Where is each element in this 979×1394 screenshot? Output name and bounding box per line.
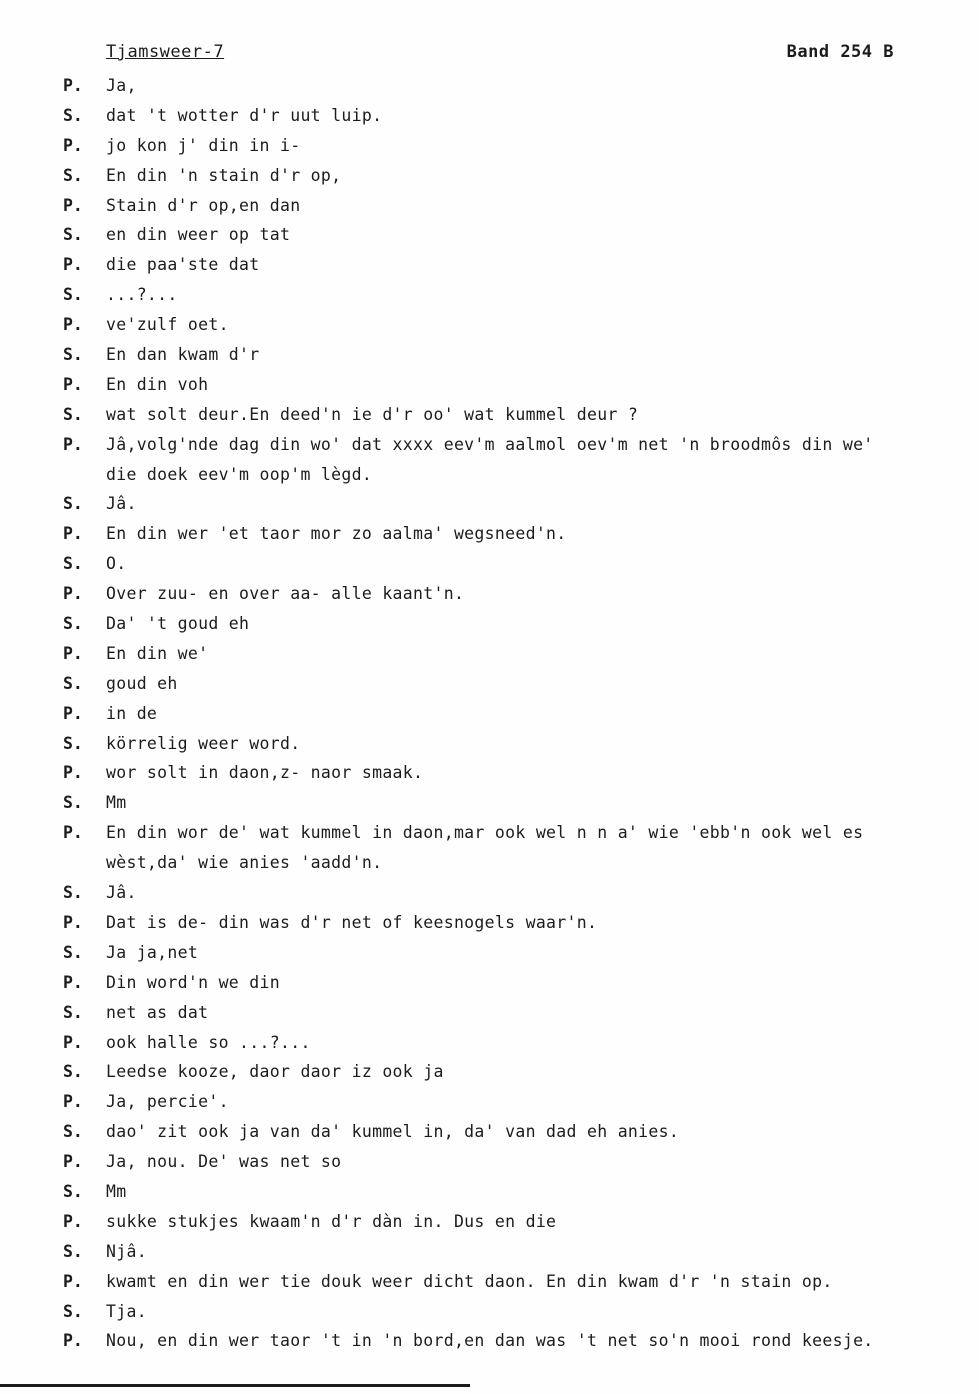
line-text: Jâ.: [106, 883, 137, 903]
line-text: goud eh: [106, 673, 178, 693]
line-text: körrelig weer word.: [106, 733, 301, 753]
speaker-label: P.: [63, 374, 83, 394]
speaker-label: P.: [63, 434, 83, 454]
transcript-line: [0, 788, 979, 818]
line-text: Mm: [106, 793, 127, 813]
line-text: Ja, nou. De' was net so: [106, 1152, 342, 1172]
transcript-line: [0, 430, 979, 460]
line-text: Over zuu- en over aa- alle kaant'n.: [106, 584, 465, 604]
speaker-label: P.: [63, 135, 83, 155]
bottom-rule: [0, 1384, 470, 1387]
speaker-label: S.: [63, 1301, 83, 1321]
speaker-label: P.: [63, 524, 83, 544]
transcript-line: [0, 968, 979, 998]
line-text: En din voh: [106, 374, 209, 394]
band-label: Band 254 B: [786, 42, 894, 62]
transcript-line: [0, 1326, 979, 1356]
transcript-line: [0, 669, 979, 699]
line-text: Din word'n we din: [106, 972, 280, 992]
speaker-label: S.: [63, 883, 83, 903]
transcript-line: [0, 549, 979, 579]
transcript-line: [0, 639, 979, 669]
line-text: O.: [106, 554, 127, 574]
speaker-label: P.: [63, 76, 83, 95]
transcript-line: [0, 370, 979, 400]
line-text: Jâ.: [106, 494, 137, 514]
line-text: in de: [106, 703, 158, 723]
transcript-line: [0, 519, 979, 549]
transcript-line: [0, 848, 979, 878]
speaker-label: S.: [63, 733, 83, 753]
line-text: Leedse kooze, daor daor iz ook ja: [106, 1062, 444, 1082]
transcript-line: [0, 758, 979, 788]
line-text: dao' zit ook ja van da' kummel in, da' van dad eh anies.: [106, 1122, 680, 1142]
line-text: En din wer 'et taor mor zo aalma' wegsneed'n.: [106, 524, 567, 544]
line-text: Jâ,volg'nde dag din wo' dat xxxx eev'm aalmol oev'm net 'n broodmôs din we': [106, 434, 874, 454]
speaker-label: S.: [63, 105, 83, 125]
transcript-line: [0, 161, 979, 191]
speaker-label: S.: [63, 285, 83, 305]
transcript-line: [0, 1177, 979, 1207]
speaker-label: P.: [63, 195, 83, 215]
document-title: Tjamsweer-7: [106, 42, 225, 62]
speaker-label: S.: [63, 1241, 83, 1261]
line-text: En din 'n stain d'r op,: [106, 165, 342, 185]
transcript-line: [0, 101, 979, 131]
transcript-line: [0, 191, 979, 221]
transcript-line: [0, 131, 979, 161]
speaker-label: S.: [63, 1122, 83, 1142]
transcript-line: [0, 1028, 979, 1058]
speaker-label: S.: [63, 225, 83, 245]
speaker-label: P.: [63, 255, 83, 275]
speaker-label: P.: [63, 823, 83, 843]
transcript-line: [0, 1237, 979, 1267]
transcript-line: [0, 699, 979, 729]
speaker-label: S.: [63, 345, 83, 365]
line-text: dat 't wotter d'r uut luip.: [106, 105, 383, 125]
line-text: wat solt deur.En deed'n ie d'r oo' wat kummel deur ?: [106, 404, 639, 424]
line-text: kwamt en din wer tie douk weer dicht daon. En din kwam d'r 'n stain op.: [106, 1271, 833, 1291]
line-text: En din wor de' wat kummel in daon,mar ook wel n n a' wie 'ebb'n ook wel es: [106, 823, 864, 843]
speaker-label: P.: [63, 1152, 83, 1172]
line-text: ...?...: [106, 285, 178, 305]
transcript-line: [0, 908, 979, 938]
transcript-line: [0, 460, 979, 490]
speaker-label: P.: [63, 584, 83, 604]
speaker-label: S.: [63, 942, 83, 962]
transcript-line: [0, 489, 979, 519]
transcript-line: [0, 1297, 979, 1327]
transcript-line: [0, 250, 979, 280]
transcript-line: [0, 878, 979, 908]
transcript-line: [0, 1087, 979, 1117]
line-text: Tja.: [106, 1301, 147, 1321]
speaker-label: P.: [63, 1032, 83, 1052]
line-text: Ja ja,net: [106, 942, 199, 962]
speaker-label: S.: [63, 1002, 83, 1022]
line-text: ve'zulf oet.: [106, 315, 229, 335]
speaker-label: P.: [63, 1092, 83, 1112]
transcript-line: [0, 818, 979, 848]
line-text: ook halle so ...?...: [106, 1032, 311, 1052]
transcript-line: [0, 310, 979, 340]
speaker-label: S.: [63, 1181, 83, 1201]
line-text: wor solt in daon,z- naor smaak.: [106, 763, 424, 783]
transcript-line: [0, 729, 979, 759]
speaker-label: P.: [63, 912, 83, 932]
speaker-label: P.: [63, 643, 83, 663]
speaker-label: S.: [63, 793, 83, 813]
line-text: net as dat: [106, 1002, 209, 1022]
speaker-label: P.: [63, 763, 83, 783]
speaker-label: S.: [63, 165, 83, 185]
speaker-label: S.: [63, 494, 83, 514]
transcript-line: [0, 1147, 979, 1177]
transcript-line: [0, 220, 979, 250]
transcript-line: [0, 400, 979, 430]
line-text: sukke stukjes kwaam'n d'r dàn in. Dus en die: [106, 1211, 557, 1231]
speaker-label: P.: [63, 1331, 83, 1351]
transcript-line: [0, 579, 979, 609]
transcript-line: [0, 1207, 979, 1237]
line-text: Ja, percie'.: [106, 1092, 229, 1112]
line-text: Ja,: [106, 76, 137, 95]
line-text: Nou, en din wer taor 't in 'n bord,en dan was 't net so'n mooi rond keesje.: [106, 1331, 874, 1351]
line-text: die doek eev'm oop'm lègd.: [106, 464, 373, 484]
transcript-line: [0, 1267, 979, 1297]
line-text: Njâ.: [106, 1241, 147, 1261]
transcript-line: [0, 1057, 979, 1087]
speaker-label: S.: [63, 554, 83, 574]
speaker-label: S.: [63, 614, 83, 634]
speaker-label: P.: [63, 1271, 83, 1291]
line-text: Stain d'r op,en dan: [106, 195, 301, 215]
transcript-line: [0, 340, 979, 370]
transcript-line: [0, 1117, 979, 1147]
speaker-label: S.: [63, 673, 83, 693]
line-text: Mm: [106, 1181, 127, 1201]
transcript-line: [0, 280, 979, 310]
line-text: Da' 't goud eh: [106, 614, 250, 634]
speaker-label: S.: [63, 404, 83, 424]
line-text: die paa'ste dat: [106, 255, 260, 275]
speaker-label: P.: [63, 1211, 83, 1231]
transcript-line: [0, 71, 979, 101]
transcript-lines: [0, 71, 979, 1356]
speaker-label: P.: [63, 315, 83, 335]
transcript-line: [0, 998, 979, 1028]
speaker-label: S.: [63, 1062, 83, 1082]
line-text: jo kon j' din in i-: [106, 135, 301, 155]
line-text: wèst,da' wie anies 'aadd'n.: [106, 853, 383, 873]
speaker-label: P.: [63, 703, 83, 723]
transcript-line: [0, 609, 979, 639]
line-text: en din weer op tat: [106, 225, 291, 245]
speaker-label: P.: [63, 972, 83, 992]
line-text: En din we': [106, 643, 209, 663]
line-text: Dat is de- din was d'r net of keesnogels waar'n.: [106, 912, 598, 932]
line-text: En dan kwam d'r: [106, 345, 260, 365]
transcript-line: [0, 938, 979, 968]
